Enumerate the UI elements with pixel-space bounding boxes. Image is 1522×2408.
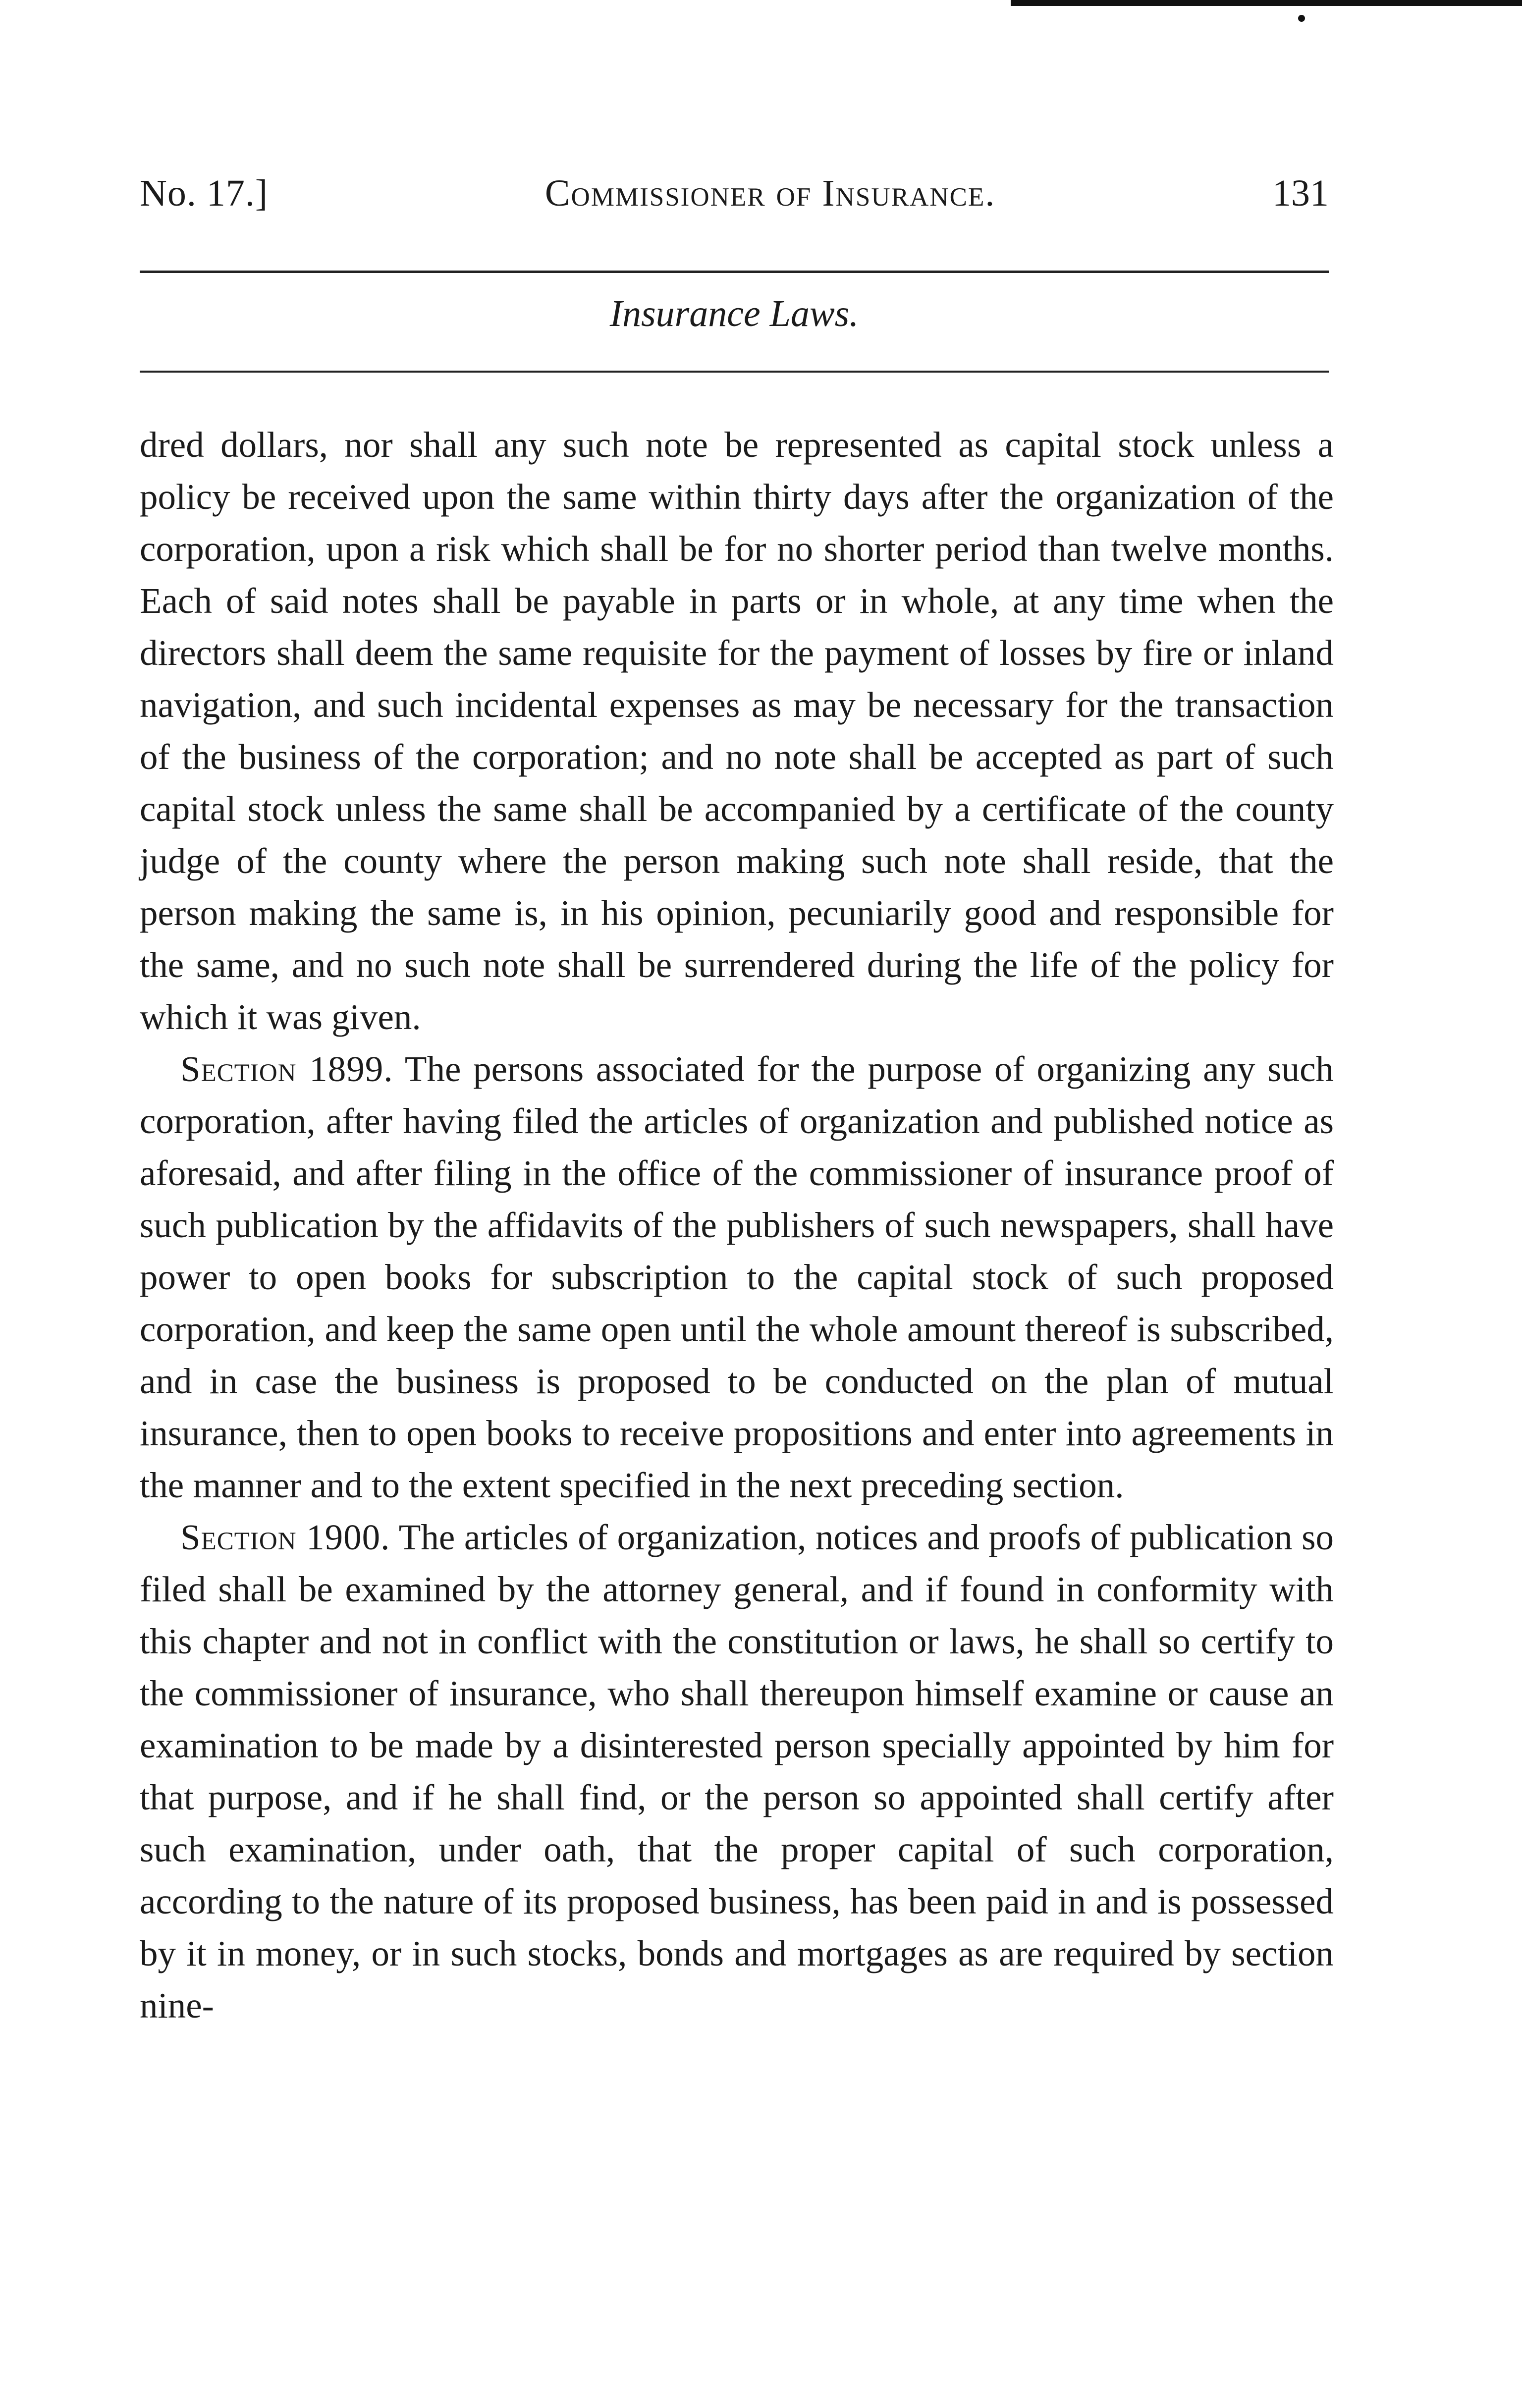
section-label: Section 1900. [180,1517,390,1557]
paragraph-text: The articles of organization, notices and proofs of publication so filed shall be examined by the attorney general, and if found in conformity with this chapter and not in conflict with the constitution or laws, he shall so certify to the commissioner of insurance, who shall thereupon himself examine or cause an examination to be made by a disinterested person specially appointed by him for that purpose, and if he shall find, or the person so appointed shall certify after such examination, under oath, that the proper capital of such corporation, according to the nature of its proposed business, has been paid in and is possessed by it in money, or in such stocks, bonds and mortgages as are required by section nine- [140,1517,1334,2025]
paragraph-continuation [140,419,1334,1043]
paragraph-section-1899 [140,1043,1334,1511]
running-title: Commissioner of Insurance. [544,172,996,214]
scan-speck [1298,15,1305,22]
scan-edge-mark [1011,0,1522,6]
running-header [140,159,1329,228]
section-subtitle: Insurance Laws. [609,293,859,334]
header-rule-bottom [140,371,1329,373]
paragraph-text: The persons associated for the purpose of organizing any such corporation, after having filed the articles of organization and published notice as aforesaid, and after filing in the office of the commissioner of insurance proof of such publication by the affidavits of the publishers of such newspapers, shall have power to open books for subscription to the capital stock of such proposed corporation, and keep the same open until the whole amount thereof is subscribed, and in case the business is proposed to be conducted on the plan of mutual insurance, then to open books to receive propositions and enter into agreements in the manner and to the extent specified in the next preceding section. [140,1049,1334,1505]
document-number: No. 17.] [140,172,269,214]
paragraph-section-1900 [140,1511,1334,2031]
page-number: 131 [1272,172,1329,214]
header-rule-top [140,271,1329,273]
paragraph-text: dred dollars, nor shall any such note be represented as capital stock unless a policy be received upon the same within thirty days after the organization of the corporation, upon a risk which shall be for no shorter period than twelve months. Each of said notes shall be payable in parts or in whole, at any time when the directors shall deem the same requisite for the payment of losses by fire or inland navigation, and such incidental expenses as may be necessary for the transaction of the business of the corporation; and no note shall be accepted as part of such capital stock unless the same shall be accompanied by a certificate of the county judge of the county where the person making such note shall reside, that the person making the same is, in his opinion, pecuniarily good and responsible for the same, and no such note shall be surrendered during the life of the policy for which it was given. [140,425,1334,1037]
section-label: Section 1899. [180,1049,393,1089]
body-text [140,419,1334,2031]
